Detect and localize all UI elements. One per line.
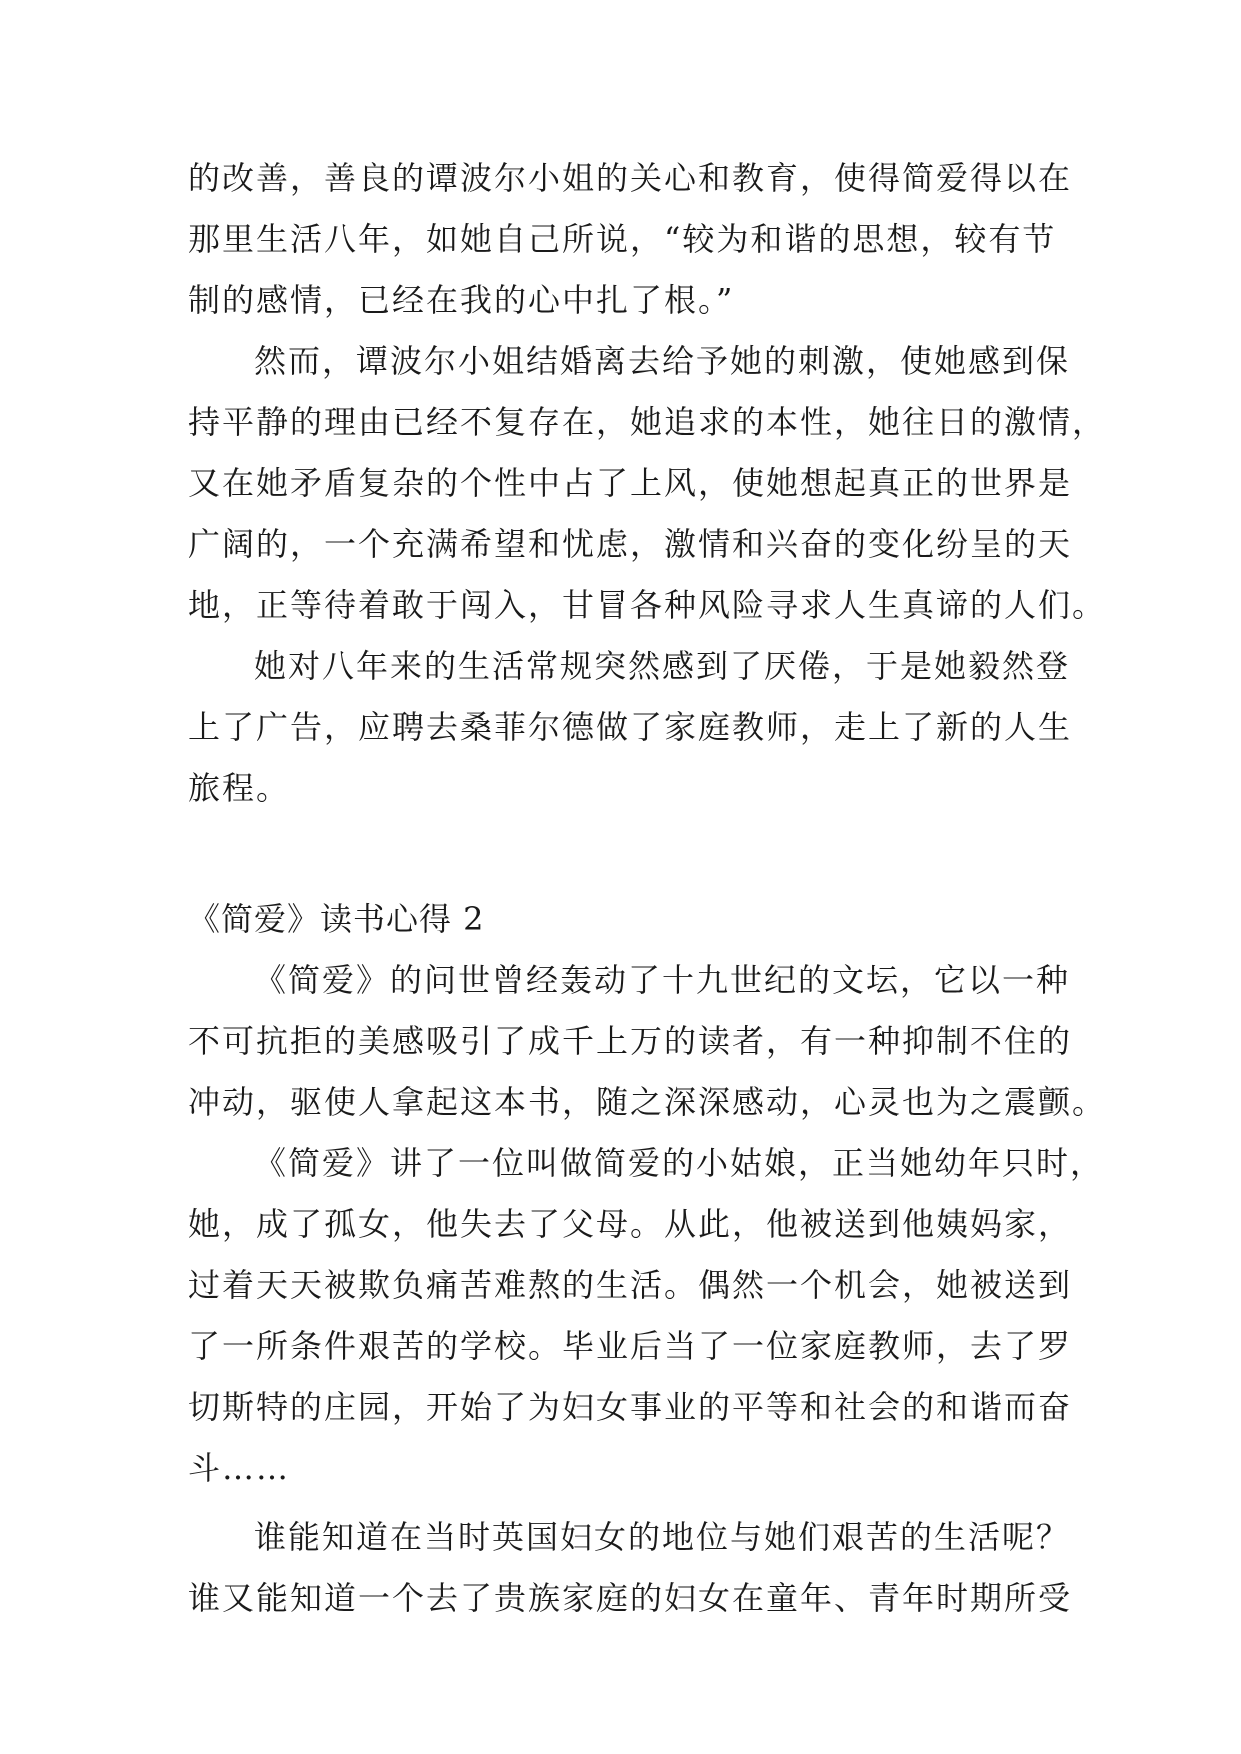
- section-spacer: [188, 819, 1054, 889]
- text-line: 过着天天被欺负痛苦难熬的生活。偶然一个机会，她被送到: [188, 1266, 1073, 1304]
- text-line: 她，成了孤女，他失去了父母。从此，他被送到他姨妈家，: [188, 1205, 1073, 1243]
- text-line: 上了广告，应聘去桑菲尔德做了家庭教师，走上了新的人生: [188, 708, 1073, 746]
- text-line: 谁能知道在当时英国妇女的地位与她们艰苦的生活呢？: [254, 1518, 1071, 1556]
- text-line: 制的感情，已经在我的心中扎了根。”: [188, 281, 735, 319]
- paragraph: [188, 148, 1073, 331]
- paragraph-spacer: [188, 1499, 1054, 1507]
- document-body: [188, 148, 1107, 1629]
- text-line: 《简爱》讲了一位叫做简爱的小姑娘，正当她幼年只时，: [254, 1144, 1105, 1182]
- text-line: 她对八年来的生活常规突然感到了厌倦，于是她毅然登: [254, 647, 1071, 685]
- text-line: 广阔的，一个充满希望和忧虑，激情和兴奋的变化纷呈的天: [188, 525, 1073, 563]
- text-line: 地，正等待着敢于闯入，甘冒各种风险寻求人生真谛的人们。: [188, 586, 1107, 624]
- text-line: 又在她矛盾复杂的个性中占了上风，使她想起真正的世界是: [188, 464, 1073, 502]
- text-line: 然而，谭波尔小姐结婚离去给予她的刺激，使她感到保: [254, 342, 1071, 380]
- text-line: 《简爱》的问世曾经轰动了十九世纪的文坛，它以一种: [254, 961, 1071, 999]
- text-line: 旅程。: [188, 769, 291, 807]
- paragraph: [188, 636, 1073, 819]
- text-line: 了一所条件艰苦的学校。毕业后当了一位家庭教师，去了罗: [188, 1327, 1073, 1365]
- section-heading: 《简爱》读书心得 2: [188, 900, 485, 938]
- text-line: 的改善，善良的谭波尔小姐的关心和教育，使得简爱得以在: [188, 159, 1073, 197]
- paragraph: [188, 331, 1107, 636]
- text-line: 不可抗拒的美感吸引了成千上万的读者，有一种抑制不住的: [188, 1022, 1073, 1060]
- paragraph: [188, 1133, 1105, 1499]
- text-line: 斗……: [188, 1449, 291, 1487]
- text-line: 持平静的理由已经不复存在，她追求的本性，她往日的激情，: [188, 403, 1107, 441]
- paragraph: [188, 1507, 1073, 1629]
- text-line: 那里生活八年，如她自己所说，“较为和谐的思想，较有节: [188, 220, 1057, 258]
- text-line: 谁又能知道一个去了贵族家庭的妇女在童年、青年时期所受: [188, 1579, 1073, 1617]
- text-line: 冲动，驱使人拿起这本书，随之深深感动，心灵也为之震颤。: [188, 1083, 1107, 1121]
- paragraph: [188, 950, 1107, 1133]
- text-line: 切斯特的庄园，开始了为妇女事业的平等和社会的和谐而奋: [188, 1388, 1073, 1426]
